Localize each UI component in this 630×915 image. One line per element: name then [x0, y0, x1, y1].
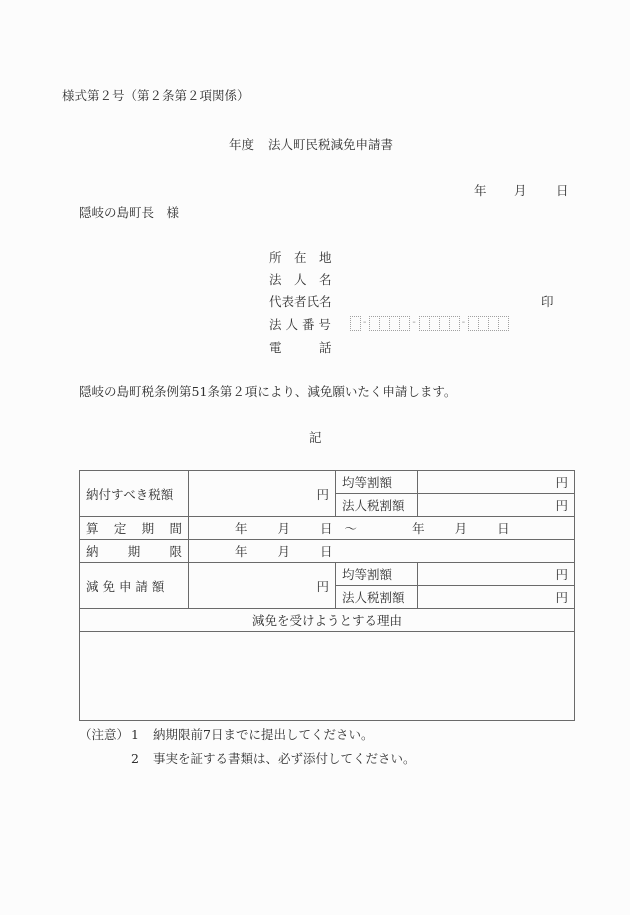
deadline-day: 日 [320, 544, 333, 559]
corp-number-boxes[interactable] [350, 315, 508, 331]
deadline-label: 納 期 限 [80, 540, 189, 563]
from-month: 月 [277, 521, 291, 536]
corp-number-group-2[interactable] [369, 316, 409, 331]
reason-field[interactable] [80, 632, 575, 721]
corp-number-group-4[interactable] [468, 316, 508, 331]
address-label: 所 在 地 [269, 250, 332, 265]
application-table [79, 470, 575, 721]
tilde: ～ [344, 521, 358, 536]
title-year-field[interactable]: 年度 [229, 137, 255, 152]
exemption-amount-label: 減 免 申 請 額 [80, 563, 189, 609]
notes-heading: （注意） [79, 727, 130, 742]
title-main: 法人町民税減免申請書 [268, 137, 394, 152]
exemption-amount-field[interactable] [189, 563, 336, 609]
yen-unit: 円 [555, 498, 568, 513]
reason-header: 減免を受けようとする理由 [80, 609, 575, 632]
digit-box[interactable] [399, 316, 410, 331]
to-day: 日 [497, 521, 510, 536]
corp-name-label: 法 人 名 [269, 272, 332, 287]
deadline-month: 月 [277, 544, 291, 559]
yen-unit: 円 [316, 486, 329, 502]
yen-unit: 円 [555, 475, 568, 490]
date-month: 月 [514, 183, 527, 198]
yen-unit: 円 [555, 567, 568, 582]
corp-number-label: 法 人 番 号 [269, 317, 331, 332]
tax-due-corp-tax-label: 法人税割額 [336, 494, 418, 517]
phone-label: 電 話 [269, 340, 332, 355]
separator: - [412, 317, 416, 328]
ki-heading: 記 [309, 430, 322, 445]
digit-box[interactable] [498, 316, 509, 331]
calc-period-label: 算 定 期 間 [80, 517, 189, 540]
corp-number-group-3[interactable] [419, 316, 459, 331]
tax-due-per-capita-field[interactable] [418, 471, 575, 494]
exemption-per-capita-field[interactable] [418, 563, 575, 586]
digit-box[interactable] [449, 316, 460, 331]
exemption-corp-tax-label: 法人税割額 [336, 586, 418, 609]
from-day: 日 [320, 521, 333, 536]
from-year: 年 [235, 521, 248, 536]
representative-label: 代表者氏名 [269, 294, 332, 309]
seal-mark: 印 [541, 294, 554, 309]
to-year: 年 [412, 521, 425, 536]
tax-due-label: 納付すべき税額 [80, 471, 189, 517]
deadline-year: 年 [235, 544, 248, 559]
deadline-field[interactable] [189, 540, 575, 563]
yen-unit: 円 [555, 590, 568, 605]
to-month: 月 [454, 521, 468, 536]
addressee: 隠岐の島町長 様 [79, 205, 180, 220]
corp-number-group-1[interactable] [350, 316, 360, 331]
yen-unit: 円 [316, 578, 329, 594]
calc-period-field[interactable] [189, 517, 575, 540]
form-number: 様式第２号（第２条第２項関係） [62, 88, 250, 103]
tax-due-corp-tax-field[interactable] [418, 494, 575, 517]
tax-due-per-capita-label: 均等割額 [336, 471, 418, 494]
note-item: 1 納期限前7日までに提出してください。 [131, 727, 374, 742]
exemption-corp-tax-field[interactable] [418, 586, 575, 609]
digit-box[interactable] [350, 316, 361, 331]
separator: - [363, 317, 367, 328]
document-title [229, 137, 393, 153]
exemption-per-capita-label: 均等割額 [336, 563, 418, 586]
application-statement: 隠岐の島町税条例第51条第２項により、減免願いたく申請します。 [79, 384, 457, 399]
note-item: 2 事実を証する書類は、必ず添付してください。 [131, 751, 416, 766]
tax-due-amount-field[interactable] [189, 471, 336, 517]
separator: - [461, 317, 466, 328]
date-year: 年 [474, 183, 487, 198]
date-day: 日 [556, 183, 569, 198]
